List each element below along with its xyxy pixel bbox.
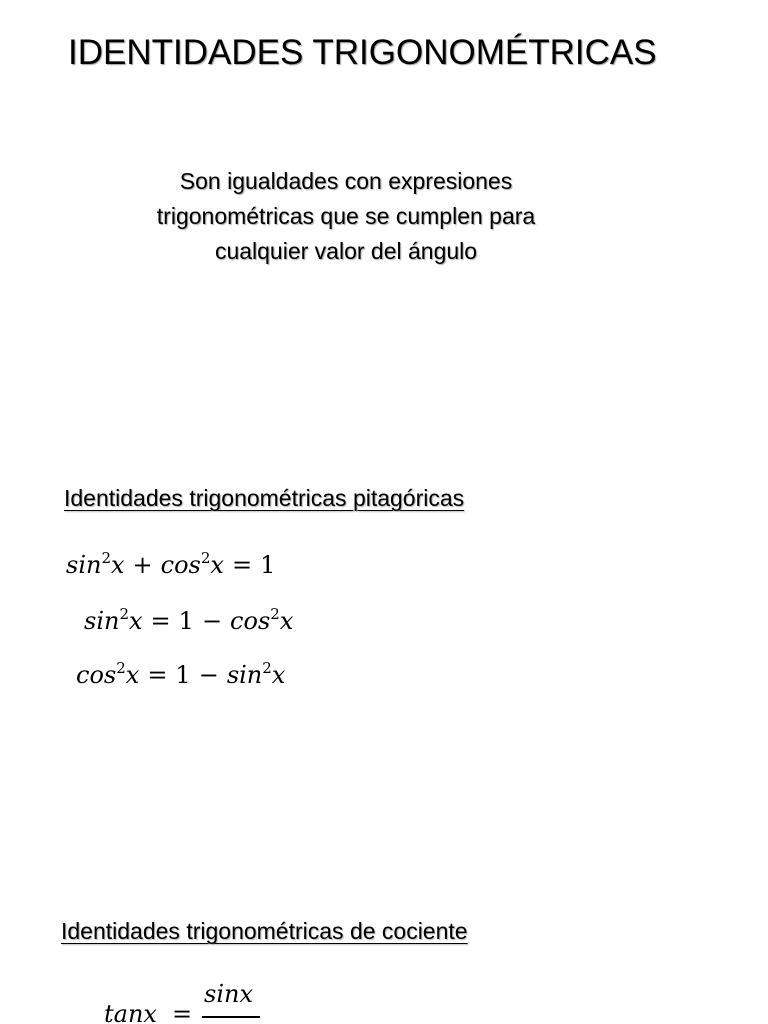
- intro-line-1: Son igualdades con expresiones: [179, 168, 513, 194]
- pythagorean-identity-1: $\sin^2x + \cos^2x = 1$: [66, 549, 276, 579]
- pythagorean-identity-2: $\sin^2x = 1 - \cos^2x$: [84, 605, 294, 635]
- intro-paragraph: [96, 164, 596, 269]
- page-title: IDENTIDADES TRIGONOMÉTRICAS: [68, 33, 657, 72]
- pythagorean-identity-3: $\cos^2x = 1 - \sin^2x$: [76, 659, 286, 689]
- intro-line-3: cualquier valor del ángulo: [214, 238, 478, 264]
- quotient-lhs: tanx: [104, 1000, 157, 1024]
- section-heading-cociente: Identidades trigonométricas de cociente: [61, 918, 468, 944]
- quotient-equals: =: [172, 1000, 193, 1024]
- intro-line-2: trigonométricas que se cumplen para: [156, 203, 536, 229]
- section-heading-pitagoricas: Identidades trigonométricas pitagóricas: [64, 485, 465, 511]
- quotient-numerator: sinx: [204, 980, 253, 1008]
- fraction-bar: [202, 1016, 260, 1018]
